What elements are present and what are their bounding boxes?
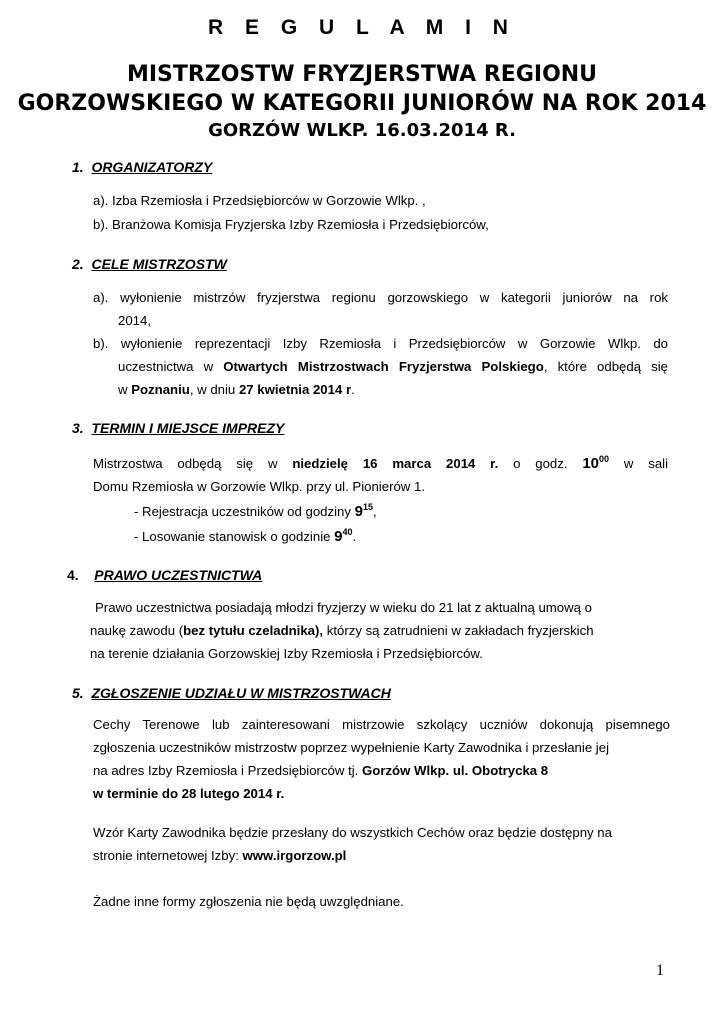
section-number: 2. bbox=[72, 256, 84, 272]
section-title: CELE MISTRZOSTW bbox=[91, 256, 227, 272]
application-line-3: na adres Izby Rzemiosła i Przedsiębiorców tj. Gorzów Wlkp. ul. Obotrycka 8 bbox=[93, 763, 549, 778]
section-1-heading bbox=[72, 159, 212, 175]
event-line-1: Mistrzostwa odbędą się w niedzielę 16 marca 2014 r. o godz. $10^{00}$ w sali bbox=[93, 454, 669, 472]
application-line-2: zgłoszenia uczestników mistrzostw poprzez wypełnienie Karty Zawodnika i przesłanie jej bbox=[93, 740, 610, 755]
event-line-2: Domu Rzemiosła w Gorzowie Wlkp. przy ul. Pionierów 1. bbox=[93, 479, 425, 494]
section-number: 5. bbox=[72, 685, 84, 701]
final-note: Żadne inne formy zgłoszenia nie będą uwzględniane. bbox=[93, 894, 404, 909]
eligibility-line-1: Prawo uczestnictwa posiadają młodzi fryzjerzy w wieku do 21 lat z aktualną umową o bbox=[95, 600, 592, 615]
subtitle-line-2: GORZOWSKIEGO W KATEGORII JUNIORÓW NA ROK 2014 bbox=[17, 91, 707, 116]
goal-b-line-1: b). wyłonienie reprezentacji Izby Rzemiosła i Przedsiębiorców w Gorzowie Wlkp. do bbox=[93, 336, 668, 351]
section-title: TERMIN I MIEJSCE IMPREZY bbox=[91, 420, 285, 436]
section-title: ORGANIZATORZY bbox=[91, 159, 213, 175]
goal-a-line-2: 2014, bbox=[118, 313, 152, 328]
subtitle-line-3: GORZÓW WLKP. 16.03.2014 R. bbox=[208, 120, 516, 141]
page-number: 1 bbox=[656, 962, 664, 979]
application-line-1: Cechy Terenowe lub zainteresowani mistrzowie szkolący uczniów dokonują pisemnego bbox=[93, 717, 670, 732]
section-2-heading bbox=[72, 256, 227, 272]
goal-a-line-1: a). wyłonienie mistrzów fryzjerstwa regionu gorzowskiego w kategorii juniorów na rok bbox=[93, 290, 668, 305]
subtitle-line-1: MISTRZOSTW FRYZJERSTWA REGIONU bbox=[126, 62, 598, 87]
website-link: www.irgorzow.pl bbox=[242, 848, 347, 863]
goal-b-line-2: uczestnictwa w Otwartych Mistrzostwach Fryzjerstwa Polskiego, które odbędą się bbox=[118, 359, 668, 374]
section-title: PRAWO UCZESTNICTWA bbox=[94, 567, 263, 583]
section-title: ZGŁOSZENIE UDZIAŁU W MISTRZOSTWACH bbox=[91, 685, 391, 701]
registration-time: - Rejestracja uczestników od godziny $9^{15}$, bbox=[134, 502, 377, 520]
draw-time: - Losowanie stanowisk o godzinie $9^{40}$. bbox=[134, 527, 357, 545]
section-4-heading bbox=[67, 567, 262, 583]
application-deadline: w terminie do 28 lutego 2014 r. bbox=[93, 786, 285, 801]
organizer-a: a). Izba Rzemiosła i Przedsiębiorców w Gorzowie Wlkp. , bbox=[93, 193, 426, 208]
document-title: R E G U L A M I N bbox=[208, 16, 516, 39]
section-5-heading bbox=[72, 685, 391, 701]
section-3-heading bbox=[72, 420, 284, 436]
section-number: 1. bbox=[72, 159, 84, 175]
eligibility-line-3: na terenie działania Gorzowskiej Izby Rzemiosła i Przedsiębiorców. bbox=[90, 646, 483, 661]
organizer-b: b). Branżowa Komisja Fryzjerska Izby Rzemiosła i Przedsiębiorców, bbox=[93, 217, 489, 232]
form-note-line-2: stronie internetowej Izby: www.irgorzow.pl bbox=[93, 848, 347, 863]
goal-b-line-3: w Poznaniu, w dniu 27 kwietnia 2014 r. bbox=[118, 382, 355, 397]
section-number: 3. bbox=[72, 420, 84, 436]
section-number: 4. bbox=[67, 567, 79, 583]
eligibility-line-2: naukę zawodu (bez tytułu czeladnika), którzy są zatrudnieni w zakładach fryzjerskich bbox=[90, 623, 594, 638]
form-note-line-1: Wzór Karty Zawodnika będzie przesłany do wszystkich Cechów oraz będzie dostępny na bbox=[93, 825, 612, 840]
